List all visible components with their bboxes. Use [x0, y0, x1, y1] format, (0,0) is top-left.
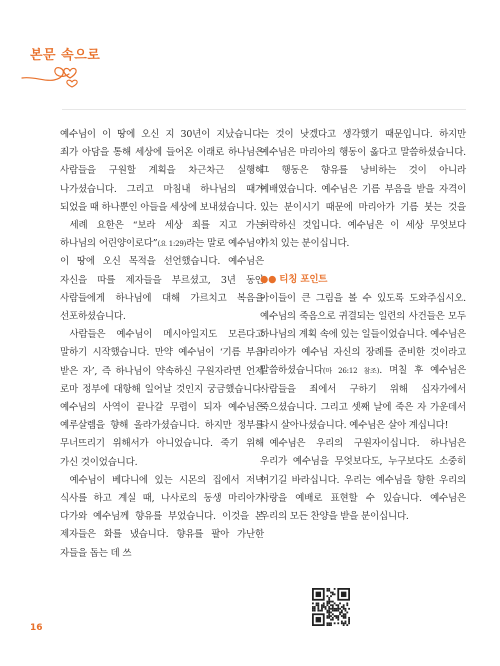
body-text: . 며칠 후 예수님은 사람들을 죄에서 구하기 위해 십자가에서 죽으셨습니다. 그리고 셋째 날에 죽은 자 가운데서 다시 살아나셨습니다. 예수님은 살아 계십니다!	[260, 365, 466, 432]
body-paragraph: 는 것이 낫겠다고 생각했기 때문입니다. 하지만 예수님은 마리아의 행동이 옳다고 말씀하셨습니다. 그 행동은 향유를 낭비하는 것이 아니라 예배였습니다. 예수님은 기름 부음을 받을 자격이 있는 분이시기 때문에 마리아가 기름 붓는 것을 허락하신 것입니다. 예수님은 이 세상 무엇보다 가치 있는 분이십니다.	[260, 129, 466, 250]
page-number: 16	[30, 623, 43, 633]
section-title: 본문 속으로	[30, 48, 101, 63]
body-paragraph: 예수님이 이 땅에 오신 지 30년이 지났습니다. 죄가 아담을 통해 세상에 들어온 이래로 하나님은 사람들을 구원할 계획을 차근차근 실행해 나가셨습니다. 그리고 마침내 하나님의 때가 되었을 때 하나뿐인 아들을 세상에 보내셨습니다.	[60, 129, 264, 213]
right-column	[260, 126, 466, 526]
body-text: 아이들이 큰 그림을 볼 수 있도록 도와주십시오. 예수님의 죽음으로 귀결되는 일련의 사건들은 모두 하나님의 계획 속에 있는 일들이었습니다. 예수님은 마리아가 예수님 자신의 장례를 준비한 것이라고 말씀하셨습니다	[260, 292, 466, 377]
left-column	[60, 126, 264, 563]
top-divider	[62, 109, 466, 110]
body-paragraph: 예수님이 베다니에 있는 시몬의 집에서 저녁 식사를 하고 계실 때, 나사로의 동생 마리아가 다가와 예수님께 향유를 부었습니다. 이것을 본 제자들은 화를 냈습니다. 향유를 팔아 가난한 자들을 돕는 데 쓰	[60, 474, 264, 559]
body-text: 세례 요한은 “보라 세상 죄를 지고 가는 하나님의 어린양이로다”	[60, 220, 264, 250]
body-paragraph	[60, 217, 264, 326]
body-paragraph: 예수님은 우리의 구원자이십니다. 하나님은 우리가 예수님을 무엇보다도, 누구보다도 소중히 여기길 바라십니다. 우리는 예수님을 향한 우리의 사랑을 예배로 표현할 수 있습니다. 예수님은 우리의 모든 찬양을 받을 분이십니다.	[260, 438, 466, 523]
body-paragraph	[260, 290, 466, 436]
teaching-point-heading: ●● 티칭 포인트	[260, 274, 328, 286]
section-header	[30, 44, 100, 63]
heart-swirl-icon	[20, 62, 110, 92]
scripture-reference: (요 1:29)	[157, 240, 187, 249]
body-paragraph: 사람들은 예수님이 메시아일지도 모른다고 말하기 시작했습니다. 만약 예수님이 ‘기름 부음 받은 자’, 즉 하나님이 약속하신 구원자라면 언제 로마 정부에 대항해 일어날 것인지 궁금했습니다. 예수님의 사역이 끝나갈 무렵이 되자 예수님은 예루살렘을 향해 올라가셨습니다. 하지만 정부를 무너뜨리기 위해서가 아니었습니다. 죽기 위해 가신 것이었습니다.	[60, 329, 264, 468]
body-text: 라는 말로 예수님이 이 땅에 오신 목적을 선언했습니다. 예수님은 자신을 따를 제자들을 부르셨고, 3년 동안 사람들에게 하나님에 대해 가르치고 복음을 선포하셨습니다.	[60, 238, 264, 323]
scripture-reference: (마 26:12 참조)	[322, 367, 380, 376]
qr-code-icon	[312, 588, 350, 626]
